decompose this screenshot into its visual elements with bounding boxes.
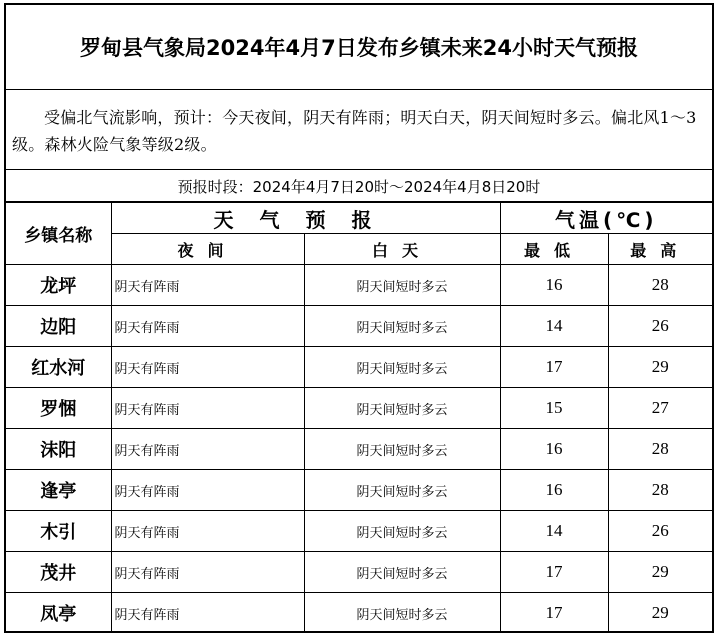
town-name: 茂井 bbox=[6, 552, 111, 593]
forecast-summary: 受偏北气流影响，预计：今天夜间，阴天有阵雨；明天白天，阴天间短时多云。偏北风1～3级。森林火险气象等级2级。 bbox=[6, 90, 712, 170]
table-row bbox=[6, 347, 712, 388]
night-weather: 阴天有阵雨 bbox=[111, 470, 304, 511]
header-weather: 天气预报 bbox=[111, 203, 500, 234]
night-weather: 阴天有阵雨 bbox=[111, 593, 304, 634]
forecast-period: 预报时段：2024年4月7日20时～2024年4月8日20时 bbox=[6, 171, 712, 202]
high-temp: 28 bbox=[608, 265, 712, 306]
day-weather: 阴天间短时多云 bbox=[304, 306, 500, 347]
low-temp: 16 bbox=[500, 265, 608, 306]
header-high: 最高 bbox=[608, 234, 712, 265]
high-temp: 28 bbox=[608, 470, 712, 511]
night-weather: 阴天有阵雨 bbox=[111, 388, 304, 429]
table-row bbox=[6, 306, 712, 347]
night-weather: 阴天有阵雨 bbox=[111, 511, 304, 552]
header-temperature: 气温(℃) bbox=[500, 203, 712, 234]
day-weather: 阴天间短时多云 bbox=[304, 265, 500, 306]
table-row bbox=[6, 511, 712, 552]
town-name: 逢亭 bbox=[6, 470, 111, 511]
night-weather: 阴天有阵雨 bbox=[111, 347, 304, 388]
night-weather: 阴天有阵雨 bbox=[111, 552, 304, 593]
low-temp: 16 bbox=[500, 470, 608, 511]
high-temp: 29 bbox=[608, 593, 712, 634]
table-row bbox=[6, 593, 712, 634]
town-name: 红水河 bbox=[6, 347, 111, 388]
day-weather: 阴天间短时多云 bbox=[304, 511, 500, 552]
day-weather: 阴天间短时多云 bbox=[304, 429, 500, 470]
low-temp: 16 bbox=[500, 429, 608, 470]
day-weather: 阴天间短时多云 bbox=[304, 470, 500, 511]
table-row bbox=[6, 470, 712, 511]
page-title: 罗甸县气象局2024年4月7日发布乡镇未来24小时天气预报 bbox=[6, 5, 712, 90]
table-row bbox=[6, 265, 712, 306]
town-name: 凤亭 bbox=[6, 593, 111, 634]
high-temp: 29 bbox=[608, 347, 712, 388]
town-name: 边阳 bbox=[6, 306, 111, 347]
header-night: 夜间 bbox=[111, 234, 304, 265]
night-weather: 阴天有阵雨 bbox=[111, 265, 304, 306]
high-temp: 29 bbox=[608, 552, 712, 593]
day-weather: 阴天间短时多云 bbox=[304, 388, 500, 429]
town-name: 罗悃 bbox=[6, 388, 111, 429]
day-weather: 阴天间短时多云 bbox=[304, 552, 500, 593]
town-name: 龙坪 bbox=[6, 265, 111, 306]
day-weather: 阴天间短时多云 bbox=[304, 347, 500, 388]
forecast-sheet bbox=[4, 3, 714, 633]
table-row bbox=[6, 552, 712, 593]
low-temp: 14 bbox=[500, 306, 608, 347]
header-town: 乡镇名称 bbox=[6, 203, 111, 265]
low-temp: 15 bbox=[500, 388, 608, 429]
table-row bbox=[6, 388, 712, 429]
low-temp: 17 bbox=[500, 552, 608, 593]
town-name: 木引 bbox=[6, 511, 111, 552]
low-temp: 14 bbox=[500, 511, 608, 552]
table-row bbox=[6, 429, 712, 470]
high-temp: 26 bbox=[608, 306, 712, 347]
night-weather: 阴天有阵雨 bbox=[111, 306, 304, 347]
header-low: 最低 bbox=[500, 234, 608, 265]
low-temp: 17 bbox=[500, 593, 608, 634]
header-day: 白天 bbox=[304, 234, 500, 265]
day-weather: 阴天间短时多云 bbox=[304, 593, 500, 634]
night-weather: 阴天有阵雨 bbox=[111, 429, 304, 470]
high-temp: 28 bbox=[608, 429, 712, 470]
town-name: 沫阳 bbox=[6, 429, 111, 470]
high-temp: 26 bbox=[608, 511, 712, 552]
low-temp: 17 bbox=[500, 347, 608, 388]
forecast-table bbox=[6, 202, 712, 633]
high-temp: 27 bbox=[608, 388, 712, 429]
